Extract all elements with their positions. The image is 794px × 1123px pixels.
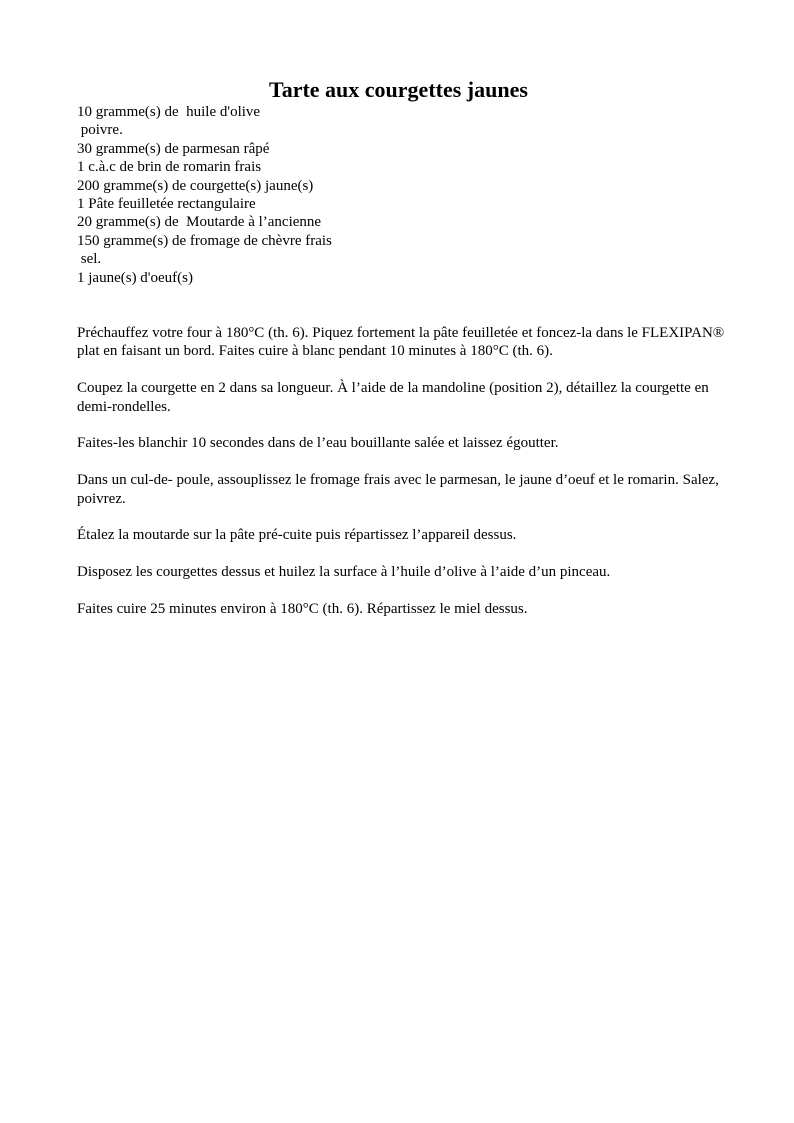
ingredient-item: poivre. bbox=[77, 122, 123, 139]
ingredient-item: 1 Pâte feuilletée rectangulaire bbox=[77, 196, 256, 213]
instruction-paragraph: Étalez la moutarde sur la pâte pré-cuite puis répartissez l’appareil dessus. bbox=[77, 527, 517, 544]
ingredient-item: 1 jaune(s) d'oeuf(s) bbox=[77, 269, 193, 286]
ingredient-item: 1 c.à.c de brin de romarin frais bbox=[77, 159, 262, 176]
instruction-paragraph: Faites-les blanchir 10 secondes dans de l’eau bouillante salée et laissez égoutter. bbox=[77, 435, 559, 452]
instruction-paragraph: Préchauffez votre four à 180°C (th. 6). Piquez fortement la pâte feuilletée et foncez-la dans le FLEXIPAN® plat en faisant un bord. Faites cuire à blanc pendant 10 minutes à 180°C (th. 6). bbox=[77, 325, 725, 360]
ingredient-item: sel. bbox=[77, 251, 102, 268]
ingredient-item: 30 gramme(s) de parmesan râpé bbox=[77, 140, 270, 157]
ingredient-list bbox=[77, 103, 332, 287]
ingredient-item: 20 gramme(s) de Moutarde à l’ancienne bbox=[77, 214, 322, 231]
ingredient-item: 10 gramme(s) de huile d'olive bbox=[77, 104, 261, 120]
instruction-paragraph: Dans un cul-de- poule, assouplissez le fromage frais avec le parmesan, le jaune d’oeuf et le romarin. Salez, poivrez. bbox=[77, 472, 719, 507]
ingredient-item: 150 gramme(s) de fromage de chèvre frais bbox=[77, 232, 332, 249]
instruction-paragraph: Disposez les courgettes dessus et huilez la surface à l’huile d’olive à l’aide d’un pinceau. bbox=[77, 564, 611, 581]
instruction-paragraph: Faites cuire 25 minutes environ à 180°C (th. 6). Répartissez le miel dessus. bbox=[77, 601, 528, 617]
ingredient-item: 200 gramme(s) de courgette(s) jaune(s) bbox=[77, 177, 314, 194]
instruction-paragraph: Coupez la courgette en 2 dans sa longueur. À l’aide de la mandoline (position 2), détaillez la courgette en demi-rondelles. bbox=[77, 380, 709, 415]
recipe-title: Tarte aux courgettes jaunes bbox=[269, 77, 528, 102]
instruction-list bbox=[77, 324, 737, 637]
